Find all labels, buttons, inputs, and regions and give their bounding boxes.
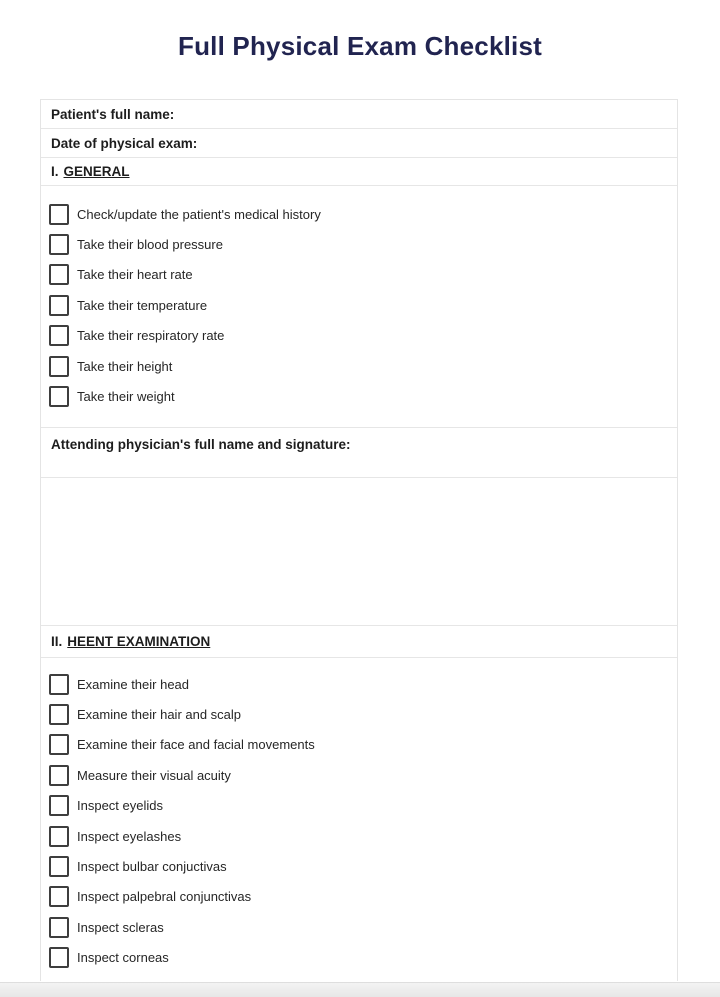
checklist-item	[49, 730, 677, 760]
checkbox[interactable]	[49, 674, 69, 695]
checklist-item-label: Examine their hair and scalp	[77, 707, 242, 723]
checklist-item	[49, 381, 677, 411]
checkbox[interactable]	[49, 325, 69, 346]
checkbox[interactable]	[49, 917, 69, 938]
checklist-item-label: Examine their face and facial movements	[77, 737, 315, 753]
checkbox[interactable]	[49, 234, 69, 255]
patient-name-row	[41, 100, 677, 129]
checkbox[interactable]	[49, 795, 69, 816]
checklist-heent	[41, 658, 677, 981]
exam-date-row	[41, 129, 677, 158]
checklist-item	[49, 699, 677, 729]
checkbox[interactable]	[49, 264, 69, 285]
checklist-item-label: Take their weight	[77, 389, 175, 405]
attending-physician-row	[41, 428, 677, 478]
checklist-item-label: Take their respiratory rate	[77, 328, 225, 344]
checklist-item-label: Inspect eyelashes	[77, 828, 182, 844]
checkbox[interactable]	[49, 734, 69, 755]
checklist-item	[49, 290, 677, 320]
checklist-item-label: Measure their visual acuity	[77, 767, 231, 783]
checkbox[interactable]	[49, 886, 69, 907]
checklist-item	[49, 669, 677, 699]
checklist-item-label: Inspect bulbar conjuctivas	[77, 859, 227, 875]
checklist-item	[49, 321, 677, 351]
checklist-item-label: Inspect scleras	[77, 919, 164, 935]
checklist-item-label: Inspect corneas	[77, 950, 169, 966]
checklist-item	[49, 760, 677, 790]
checklist-item	[49, 821, 677, 851]
checkbox[interactable]	[49, 295, 69, 316]
checkbox[interactable]	[49, 826, 69, 847]
checklist-item-label: Inspect eyelids	[77, 798, 163, 814]
checkbox[interactable]	[49, 947, 69, 968]
checklist-item-label: Take their blood pressure	[77, 237, 223, 253]
checkbox[interactable]	[49, 386, 69, 407]
checklist-item	[49, 199, 677, 229]
checklist-item	[49, 351, 677, 381]
checklist-general	[41, 186, 677, 428]
checklist-form-table	[40, 99, 678, 981]
checklist-item-label: Inspect palpebral conjunctivas	[77, 889, 252, 905]
patient-name-label: Patient's full name:	[51, 106, 175, 122]
checklist-item	[49, 943, 677, 973]
checklist-item	[49, 851, 677, 881]
checklist-item-label: Take their height	[77, 358, 173, 374]
exam-date-label: Date of physical exam:	[51, 135, 198, 151]
section-name: GENERAL	[63, 164, 130, 179]
checkbox[interactable]	[49, 765, 69, 786]
exam-date-value[interactable]	[197, 129, 677, 157]
page-bottom-edge	[0, 982, 720, 997]
checkbox[interactable]	[49, 356, 69, 377]
checkbox[interactable]	[49, 204, 69, 225]
signature-area[interactable]	[41, 478, 677, 626]
checklist-item	[49, 791, 677, 821]
attending-physician-label: Attending physician's full name and signature:	[51, 437, 351, 452]
checklist-item	[49, 912, 677, 942]
checklist-item	[49, 229, 677, 259]
section-name: HEENT EXAMINATION	[67, 634, 211, 649]
checklist-item-label: Take their temperature	[77, 297, 208, 313]
patient-name-value[interactable]	[174, 100, 677, 128]
section-header-heent	[41, 626, 677, 658]
section-header-general	[41, 158, 677, 186]
checklist-item-label: Check/update the patient's medical history	[77, 206, 321, 222]
page-title: Full Physical Exam Checklist	[178, 31, 542, 61]
checklist-item-label: Take their heart rate	[77, 267, 193, 283]
checklist-item-label: Examine their head	[77, 676, 190, 692]
checkbox[interactable]	[49, 856, 69, 877]
checklist-item	[49, 882, 677, 912]
section-number: II.	[51, 634, 63, 649]
checklist-item	[49, 260, 677, 290]
section-number: I.	[51, 164, 59, 179]
checkbox[interactable]	[49, 704, 69, 725]
